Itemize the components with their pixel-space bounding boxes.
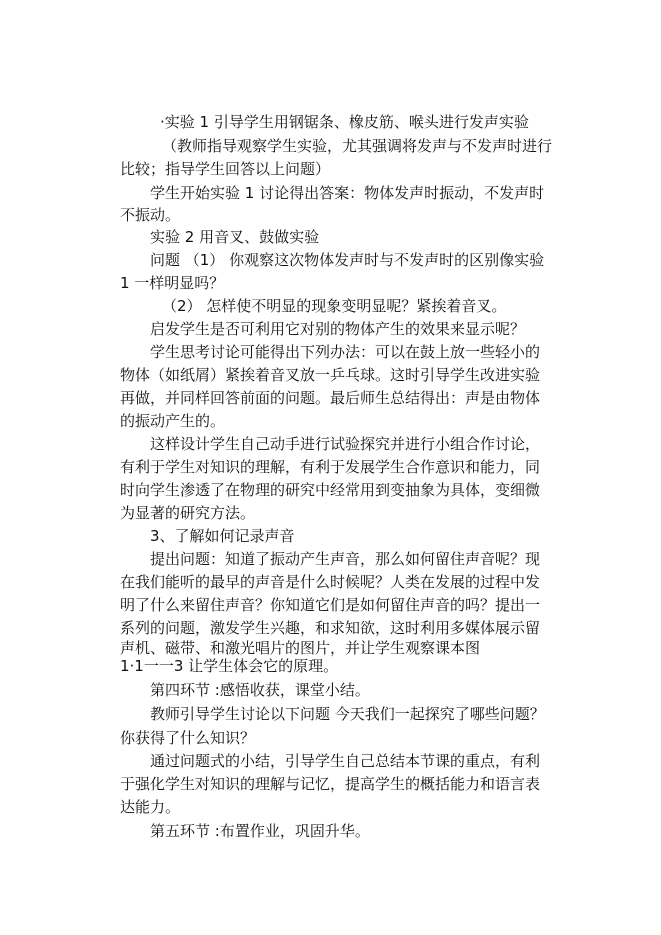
text-line: （教师指导观察学生实验，尤其强调将发声与不发声时进行: [162, 137, 553, 155]
text-line: 的振动产生的。: [120, 412, 226, 430]
text-line: 通过问题式的小结，引导学生自己总结本节课的重点，有利: [150, 752, 541, 770]
text-line: 有利于学生对知识的理解，有利于发展学生合作意识和能力，同: [120, 458, 541, 476]
text-line: 物体（如纸屑）紧挨着音叉放一乒乓球。这时引导学生改进实验: [120, 366, 541, 384]
text-line: （2） 怎样使不明显的现象变明显呢？紧挨着音叉。: [162, 297, 507, 315]
text-line: 达能力。: [120, 798, 181, 816]
section-heading: 3、了解如何记录声音: [150, 527, 295, 545]
text-line: 在我们能听的最早的声音是什么时候呢？人类在发展的过程中发: [120, 573, 541, 591]
text-line: 学生开始实验 1 讨论得出答案：物体发声时振动，不发声时: [150, 184, 545, 202]
text-line: 不振动。: [120, 206, 181, 224]
text-line: 学生思考讨论可能得出下列办法：可以在鼓上放一些轻小的: [150, 343, 541, 361]
text-line: 1·1一一3 让学生体会它的原理。: [120, 657, 339, 675]
text-line: 声机、磁带、和激光唱片的图片，并让学生观察课本图: [120, 639, 481, 657]
text-line: 再做，并同样回答前面的问题。最后师生总结得出：声是由物体: [120, 389, 541, 407]
text-line: 实验 2 用音叉、鼓做实验: [150, 228, 320, 246]
text-line: 明了什么来留住声音？你知道它们是如何留住声音的吗？提出一: [120, 596, 541, 614]
section-heading: 第四环节 :感悟收获，课堂小结。: [150, 681, 370, 699]
text-line: 比较；指导学生回答以上问题）: [120, 160, 331, 178]
text-line: 系列的问题，激发学生兴趣，和求知欲，这时利用多媒体展示留: [120, 619, 541, 637]
text-line: ·实验 1 引导学生用钢锯条、橡皮筋、喉头进行发声实验: [160, 113, 529, 131]
section-heading: 第五环节 :布置作业，巩固升华。: [150, 822, 370, 840]
text-line: 问题 （1） 你观察这次物体发声时与不发声时的区别像实验: [150, 251, 545, 269]
text-line: 为显著的研究方法。: [120, 504, 256, 522]
text-line: 时向学生渗透了在物理的研究中经常用到变抽象为具体，变细微: [120, 481, 541, 499]
text-line: 教师引导学生讨论以下问题 今天我们一起探究了哪些问题？: [150, 705, 545, 723]
text-line: 1 一样明显吗？: [120, 274, 225, 292]
text-line: 这样设计学生自己动手进行试验探究并进行小组合作讨论，: [150, 435, 541, 453]
text-line: 你获得了什么知识？: [120, 729, 256, 747]
text-line: 启发学生是否可利用它对别的物体产生的效果来显示呢？: [150, 320, 526, 338]
text-line: 提出问题：知道了振动产生声音，那么如何留住声音呢？现: [150, 550, 541, 568]
text-line: 于强化学生对知识的理解与记忆，提高学生的概括能力和语言表: [120, 775, 541, 793]
